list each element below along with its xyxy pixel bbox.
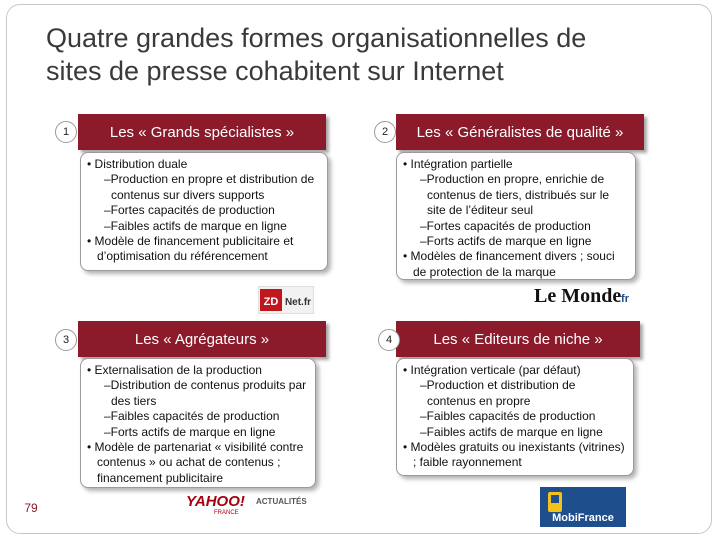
quadrant-4-title: Les « Editeurs de niche » (433, 330, 603, 348)
quadrant-4-items (403, 363, 627, 471)
svg-text:.fr: .fr (618, 293, 629, 305)
quadrant-2-title: Les « Généralistes de qualité » (416, 123, 624, 141)
slide-title-line-1: Quatre grandes formes organisationnelles de (46, 23, 587, 53)
svg-text:YAHOO!: YAHOO! (186, 493, 245, 510)
yahoo-actualites-logo (186, 491, 318, 515)
slide-title (46, 22, 696, 88)
bullet-point: • Intégration partielle (403, 157, 513, 171)
quadrant-4-number: 4 (378, 329, 400, 351)
svg-text:ZD: ZD (263, 296, 279, 308)
quadrant-1-banner (78, 114, 326, 150)
quadrant-2-number: 2 (374, 121, 396, 143)
quadrant-1-title: Les « Grands spécialistes » (109, 123, 295, 141)
quadrant-4-banner (396, 321, 640, 357)
sub-point: –Fortes capacités de production (420, 218, 591, 233)
slide-title-line-2: sites de presse cohabitent sur Internet (46, 56, 504, 86)
zdnet-logo (258, 286, 314, 314)
bullet-point: • Modèles gratuits ou inexistants (vitrines) ; faible rayonnement (403, 440, 625, 470)
sub-point: –Production en propre et distribution de contenus sur divers supports (104, 172, 315, 202)
quadrant-2-box (396, 152, 636, 280)
quadrant-1-box (80, 152, 328, 271)
sub-point: –Forts actifs de marque en ligne (420, 234, 592, 249)
mobifrance-logo (540, 487, 626, 527)
bullet-point: • Intégration verticale (par défaut) (403, 363, 581, 377)
sub-point: –Faibles capacités de production (104, 409, 280, 424)
sub-point: –Faibles capacités de production (420, 409, 596, 424)
quadrant-4-box (396, 358, 634, 476)
quadrant-3-title: Les « Agrégateurs » (134, 330, 270, 348)
quadrant-3-banner (78, 321, 326, 357)
quadrant-3-number: 3 (55, 329, 77, 351)
sub-point: –Faibles actifs de marque en ligne (104, 218, 287, 233)
quadrant-2-items (403, 157, 629, 280)
svg-text:Net.fr: Net.fr (284, 297, 312, 308)
sub-point: –Forts actifs de marque en ligne (104, 424, 276, 439)
sub-point: –Production et distribution de contenus en propre (420, 378, 576, 408)
sub-point: –Production en propre, enrichie de contenus de tiers, distribués sur le site de l’éditeur seul (420, 172, 610, 218)
bullet-point: • Modèles de financement divers ; souci de protection de la marque (403, 249, 615, 279)
sub-point: –Distribution de contenus produits par des tiers (104, 378, 307, 408)
svg-text:Le Monde: Le Monde (534, 285, 622, 307)
svg-text:MobiFrance: MobiFrance (552, 512, 614, 524)
lemonde-logo (532, 283, 636, 307)
svg-text:ACTUALITÉS: ACTUALITÉS (256, 497, 307, 506)
quadrant-1-number: 1 (55, 121, 77, 143)
quadrant-3-box (80, 358, 316, 488)
sub-point: –Faibles actifs de marque en ligne (420, 424, 603, 439)
bullet-point: • Distribution duale (87, 157, 188, 171)
page-number: 79 (24, 501, 38, 515)
quadrant-3-items (87, 363, 309, 486)
quadrant-1-items (87, 157, 321, 265)
bullet-point: • Modèle de partenariat « visibilité contre contenus » ou achat de contenus ; financement publicitaire (87, 440, 304, 485)
svg-text:FRANCE: FRANCE (214, 510, 239, 515)
sub-point: –Fortes capacités de production (104, 203, 275, 218)
bullet-point: • Modèle de financement publicitaire et d’optimisation du référencement (87, 234, 294, 264)
bullet-point: • Externalisation de la production (87, 363, 262, 377)
quadrant-2-banner (396, 114, 644, 150)
